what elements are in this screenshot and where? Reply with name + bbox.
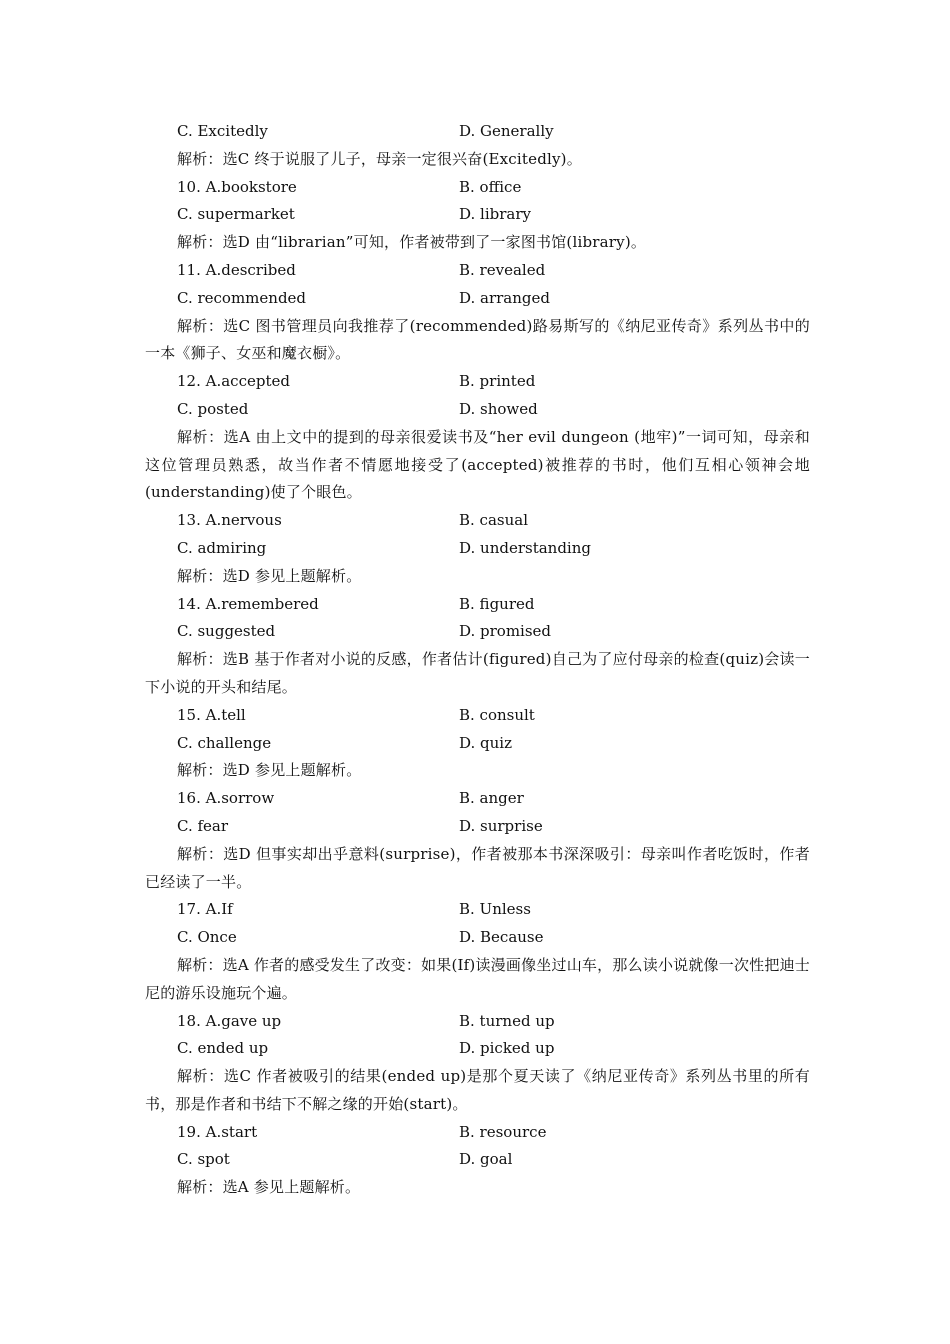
- option-right: B. revealed: [459, 260, 546, 279]
- option-row: [145, 924, 810, 952]
- option-left: C. admiring: [177, 538, 267, 557]
- option-row: [145, 730, 810, 758]
- option-right: B. Unless: [459, 900, 531, 919]
- option-row: [145, 1146, 810, 1174]
- option-row: [145, 535, 810, 563]
- option-row: [145, 1035, 810, 1063]
- analysis-paragraph: 解析：选A 参见上题解析。: [177, 1178, 361, 1197]
- option-right: D. surprise: [459, 816, 543, 835]
- option-row: [145, 1119, 810, 1147]
- option-left: 10. A.bookstore: [177, 177, 297, 196]
- analysis-paragraph: 解析：选D 由“librarian”可知，作者被带到了一家图书馆(library)。: [177, 233, 647, 252]
- option-right: B. printed: [459, 372, 536, 391]
- option-right: B. consult: [459, 705, 535, 724]
- analysis-paragraph: 解析：选C 终于说服了儿子，母亲一定很兴奋(Excitedly)。: [177, 149, 582, 168]
- option-left: C. spot: [177, 1150, 230, 1169]
- option-left: C. Once: [177, 928, 237, 947]
- option-left: 18. A.gave up: [177, 1011, 282, 1030]
- option-right: D. goal: [459, 1150, 513, 1169]
- option-left: 15. A.tell: [177, 705, 246, 724]
- option-left: 11. A.described: [177, 260, 296, 279]
- option-row: [145, 896, 810, 924]
- option-row: [145, 174, 810, 202]
- option-row: [145, 396, 810, 424]
- option-right: B. office: [459, 177, 522, 196]
- option-left: 14. A.remembered: [177, 594, 319, 613]
- analysis-paragraph: 解析：选A 作者的感受发生了改变：如果(If)读漫画像坐过山车，那么读小说就像一次性把迪士尼的游乐设施玩个遍。: [145, 955, 810, 1002]
- option-right: D. quiz: [459, 733, 512, 752]
- option-left: 12. A.accepted: [177, 372, 290, 391]
- option-row: [145, 785, 810, 813]
- option-right: B. resource: [459, 1122, 547, 1141]
- analysis-paragraph: 解析：选C 图书管理员向我推荐了(recommended)路易斯写的《纳尼亚传奇》系列丛书中的一本《狮子、女巫和魔衣橱》。: [145, 316, 810, 363]
- option-left: C. fear: [177, 816, 229, 835]
- option-row: [145, 618, 810, 646]
- option-left: C. suggested: [177, 622, 276, 641]
- option-right: B. figured: [459, 594, 535, 613]
- option-row: [145, 285, 810, 313]
- option-right: D. library: [459, 205, 531, 224]
- analysis-paragraph: 解析：选B 基于作者对小说的反感，作者估计(figured)自己为了应付母亲的检查(quiz)会读一下小说的开头和结尾。: [145, 650, 810, 696]
- option-row: [145, 201, 810, 229]
- option-right: D. understanding: [459, 538, 591, 557]
- option-right: B. turned up: [459, 1011, 555, 1030]
- analysis-paragraph: 解析：选A 由上文中的提到的母亲很爱读书及“her evil dungeon (地牢)”一词可知，母亲和这位管理员熟悉，故当作者不情愿地接受了(accepted)被推荐的书时，他们互相心领神会地(understanding)使了个眼色。: [145, 427, 810, 502]
- option-row: [145, 257, 810, 285]
- option-row: [145, 368, 810, 396]
- option-left: C. Excitedly: [177, 122, 268, 140]
- option-row: [145, 702, 810, 730]
- option-right: D. arranged: [459, 288, 550, 307]
- analysis-paragraph: 解析：选D 参见上题解析。: [177, 566, 362, 585]
- option-row: [145, 118, 810, 146]
- option-right: B. anger: [459, 789, 524, 808]
- option-left: 16. A.sorrow: [177, 789, 275, 808]
- analysis-paragraph: 解析：选D 但事实却出乎意料(surprise)，作者被那本书深深吸引：母亲叫作者吃饭时，作者已经读了一半。: [145, 844, 810, 891]
- option-right: D. showed: [459, 399, 538, 418]
- option-left: 17. A.If: [177, 900, 233, 919]
- option-left: C. supermarket: [177, 205, 295, 224]
- option-left: 19. A.start: [177, 1122, 258, 1141]
- option-right: D. Generally: [459, 122, 554, 140]
- option-row: [145, 1008, 810, 1036]
- analysis-paragraph: 解析：选D 参见上题解析。: [177, 761, 362, 780]
- option-left: C. challenge: [177, 733, 272, 752]
- option-row: [145, 507, 810, 535]
- option-right: D. promised: [459, 622, 552, 641]
- option-right: D. Because: [459, 928, 544, 947]
- document-body: [145, 118, 810, 1202]
- option-row: [145, 591, 810, 619]
- analysis-paragraph: 解析：选C 作者被吸引的结果(ended up)是那个夏天读了《纳尼亚传奇》系列丛书里的所有书，那是作者和书结下不解之缘的开始(start)。: [145, 1067, 810, 1113]
- option-row: [145, 813, 810, 841]
- option-left: C. ended up: [177, 1039, 269, 1058]
- option-left: C. posted: [177, 399, 249, 418]
- option-right: D. picked up: [459, 1039, 555, 1058]
- option-left: 13. A.nervous: [177, 511, 282, 530]
- option-left: C. recommended: [177, 288, 307, 307]
- option-right: B. casual: [459, 511, 529, 530]
